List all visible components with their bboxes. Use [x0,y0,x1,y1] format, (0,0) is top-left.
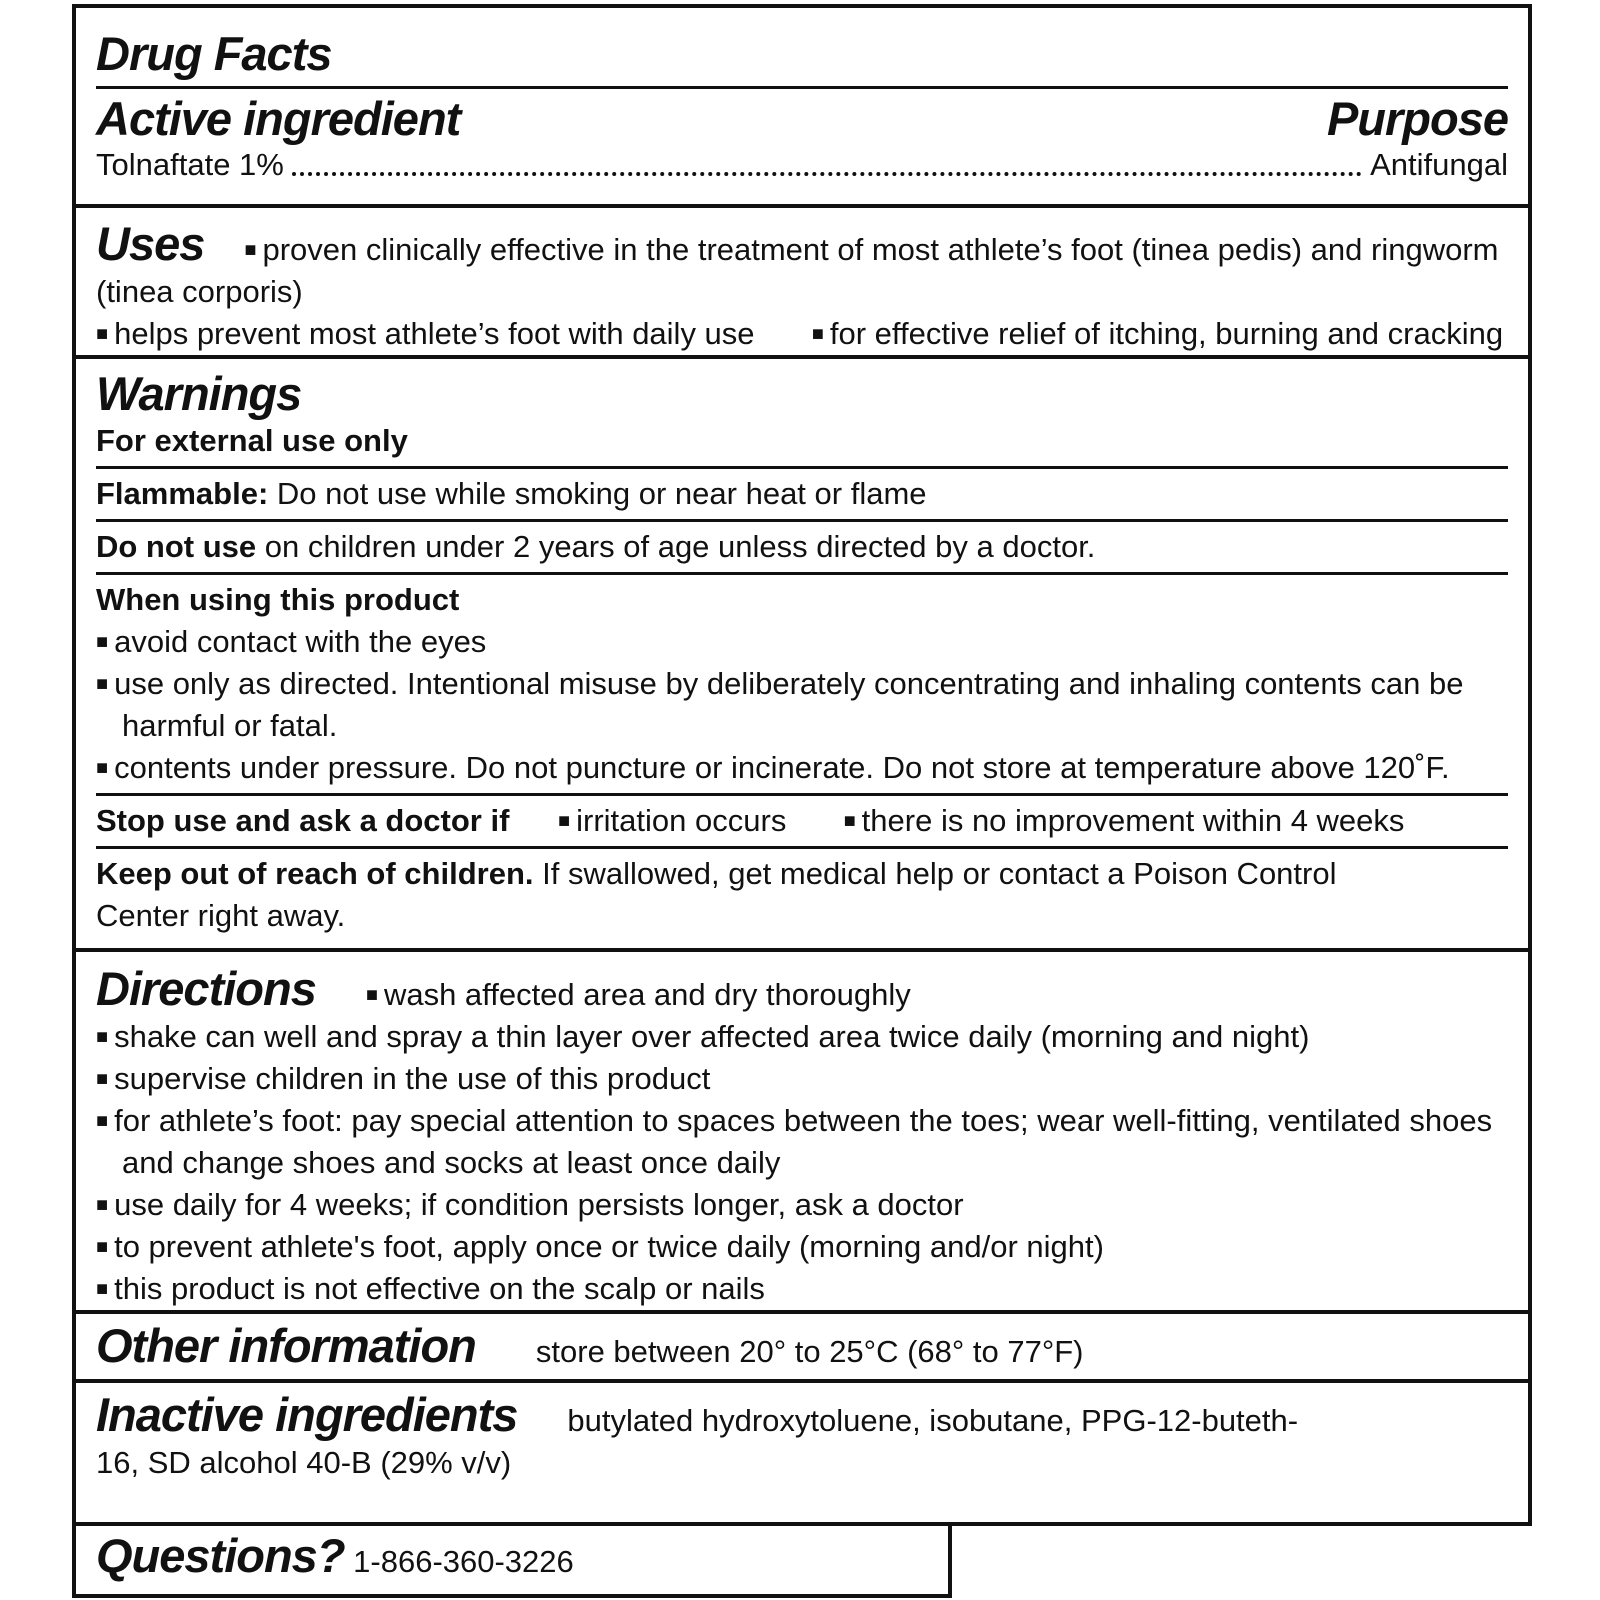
when-using-item: avoid contact with the eyes [114,623,487,659]
when-using-item: contents under pressure. Do not puncture or incinerate. Do not store at temperature above 120˚F. [114,749,1450,785]
uses-item: proven clinically effective in the treatment of most athlete’s foot (tinea pedis) and ringworm (tinea corporis) [96,232,1499,309]
dot-leader [292,172,1362,176]
questions-heading: Questions? [96,1529,345,1582]
directions-item: shake can well and spray a thin layer over affected area twice daily (morning and night) [114,1019,1310,1054]
stop-use-item: irritation occurs [576,802,787,838]
do-not-use-text: on children under 2 years of age unless directed by a doctor. [264,528,1096,564]
directions-section [76,963,1528,1310]
section-divider [76,1310,1528,1314]
warnings-heading: Warnings [96,367,302,420]
active-ingredient-purpose: Antifungal [1370,147,1508,183]
questions-section [72,1522,952,1598]
directions-item: this product is not effective on the scalp or nails [114,1271,765,1306]
directions-item: use daily for 4 weeks; if condition persists longer, ask a doctor [114,1187,964,1222]
uses-item: helps prevent most athlete’s foot with daily use [114,316,755,351]
inactive-ingredients-heading: Inactive ingredients [96,1388,518,1441]
other-information-text: store between 20° to 25°C (68° to 77°F) [535,1334,1084,1369]
active-ingredient-heading: Active ingredient [96,91,461,145]
drug-facts-title: Drug Facts [96,27,332,80]
flammable-label: Flammable: [96,475,269,511]
directions-item: for athlete’s foot: pay special attention to spaces between the toes; wear well-fitting, ventilated shoes and change shoes and socks at least once daily [114,1103,1493,1180]
warnings-section [76,368,1528,937]
keep-out-label: Keep out of reach of children. [96,855,534,891]
other-information-heading: Other information [96,1319,476,1372]
uses-item: for effective relief of itching, burning and cracking [829,316,1504,351]
active-ingredient-section [76,28,1528,186]
directions-item: wash affected area and dry thoroughly [383,977,911,1012]
stop-use-item: there is no improvement within 4 weeks [861,802,1405,838]
flammable-text: Do not use while smoking or near heat or flame [276,475,927,511]
uses-heading: Uses [96,217,205,270]
inactive-ingredients-section [76,1389,1528,1484]
keep-out-text: If swallowed, get medical help or contact a Poison Control Center right away. [96,855,1337,933]
section-divider [76,1379,1528,1383]
directions-item: to prevent athlete's foot, apply once or twice daily (morning and/or night) [114,1229,1104,1264]
external-use-note: For external use only [96,422,408,458]
section-divider [76,355,1528,359]
stop-use-label: Stop use and ask a doctor if [96,802,510,838]
do-not-use-label: Do not use [96,528,257,564]
uses-section [76,218,1528,355]
when-using-label: When using this product [96,581,460,617]
active-ingredient-name: Tolnaftate 1% [96,147,284,183]
purpose-heading: Purpose [1326,91,1508,145]
inactive-ingredients-text: butylated hydroxytoluene, isobutane, PPG-12-buteth-16, SD alcohol 40-B (29% v/v) [96,1403,1299,1480]
when-using-item: use only as directed. Intentional misuse by deliberately concentrating and inhaling contents can be harmful or fatal. [114,665,1464,743]
section-divider [76,204,1528,208]
other-information-section [76,1320,1528,1373]
section-divider [76,948,1528,952]
directions-item: supervise children in the use of this product [114,1061,711,1096]
questions-phone: 1-866-360-3226 [353,1544,574,1579]
drug-facts-panel [72,4,1532,1526]
directions-heading: Directions [96,962,316,1015]
